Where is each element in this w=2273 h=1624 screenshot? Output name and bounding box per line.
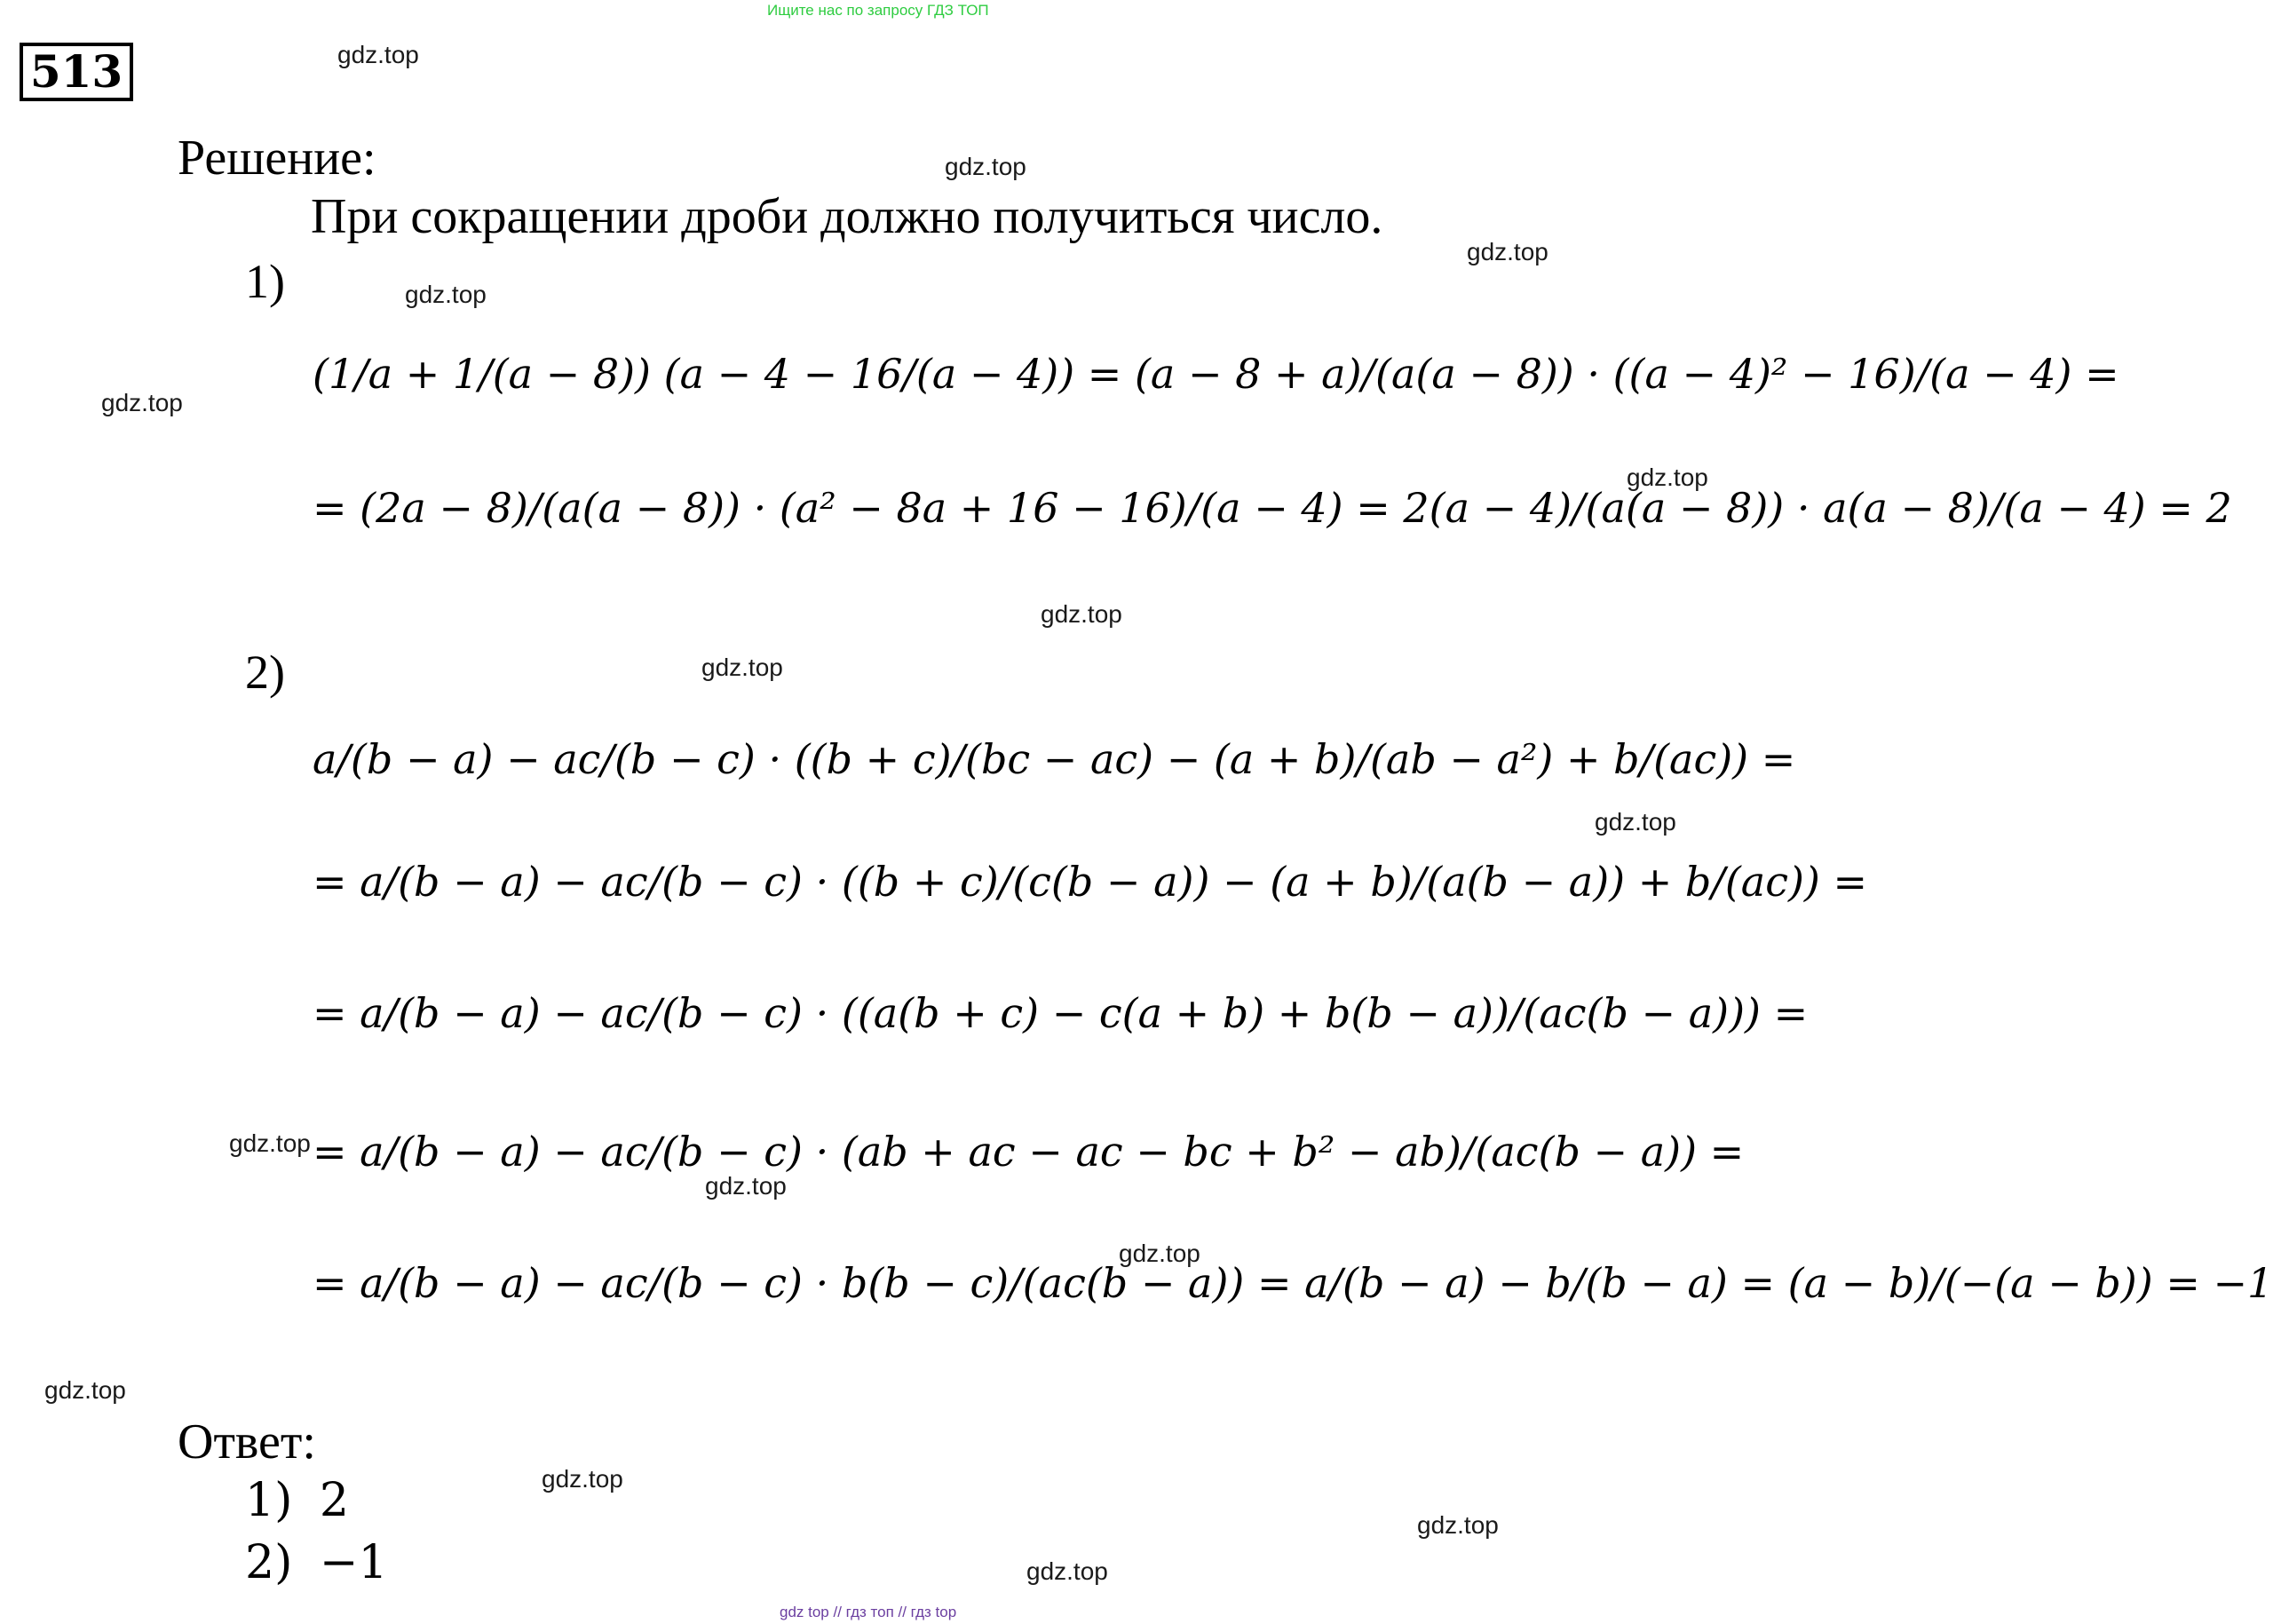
solution-intro: При сокращении дроби должно получиться число. <box>311 189 1383 244</box>
answer-item-value: −1 <box>319 1536 388 1589</box>
bottom-banner: gdz top // гдз топ // гдз top <box>780 1604 957 1620</box>
part2-line5: = a/(b − a) − ac/(b − c) · b(b − c)/(ac(b − a)) = a/(b − a) − b/(b − a) = (a − b)/(−(a − b)) = −1 <box>313 1259 2273 1307</box>
watermark: gdz.top <box>101 389 183 416</box>
answer-heading: Ответ: <box>178 1414 316 1470</box>
part1-line2: = (2a − 8)/(a(a − 8)) · (a² − 8a + 16 − 16)/(a − 4) = 2(a − 4)/(a(a − 8)) · a(a − 8)/(a − 4) = 2 <box>313 484 2232 532</box>
watermark: gdz.top <box>1041 600 1122 628</box>
watermark: gdz.top <box>542 1465 623 1493</box>
watermark: gdz.top <box>705 1172 787 1200</box>
watermark: gdz.top <box>1595 808 1676 836</box>
answer-item-value: 2 <box>319 1474 349 1527</box>
answer-item <box>245 1474 349 1527</box>
watermark: gdz.top <box>945 153 1026 180</box>
watermark: gdz.top <box>1467 238 1548 265</box>
watermark: gdz.top <box>1627 463 1708 491</box>
watermark: gdz.top <box>1119 1240 1200 1267</box>
part2-label: 2) <box>245 646 285 699</box>
part2-line1: a/(b − a) − ac/(b − c) · ((b + c)/(bc − ac) − (a + b)/(ab − a²) + b/(ac)) = <box>313 735 1796 783</box>
problem-number: 513 <box>20 43 133 101</box>
part1-line1: (1/a + 1/(a − 8)) (a − 4 − 16/(a − 4)) = (a − 8 + a)/(a(a − 8)) · ((a − 4)² − 16)/(a − 4) = <box>313 350 2119 398</box>
answer-item-label: 1) <box>245 1474 293 1527</box>
watermark: gdz.top <box>229 1129 311 1157</box>
watermark: gdz.top <box>1026 1557 1108 1585</box>
watermark: gdz.top <box>701 654 783 681</box>
watermark: gdz.top <box>337 41 419 68</box>
answer-item-label: 2) <box>245 1536 293 1589</box>
watermark: gdz.top <box>44 1376 126 1404</box>
part2-line2: = a/(b − a) − ac/(b − c) · ((b + c)/(c(b − a)) − (a + b)/(a(b − a)) + b/(ac)) = <box>313 858 1868 906</box>
watermark: gdz.top <box>405 281 487 308</box>
solution-heading: Решение: <box>178 131 376 186</box>
top-banner: Ищите нас по запросу ГДЗ ТОП <box>767 2 989 19</box>
watermark: gdz.top <box>1417 1511 1499 1539</box>
answer-item <box>245 1536 388 1589</box>
part2-line4: = a/(b − a) − ac/(b − c) · (ab + ac − ac − bc + b² − ab)/(ac(b − a)) = <box>313 1128 1745 1176</box>
part2-line3: = a/(b − a) − ac/(b − c) · ((a(b + c) − c(a + b) + b(b − a))/(ac(b − a))) = <box>313 989 1809 1037</box>
part1-label: 1) <box>245 255 285 308</box>
